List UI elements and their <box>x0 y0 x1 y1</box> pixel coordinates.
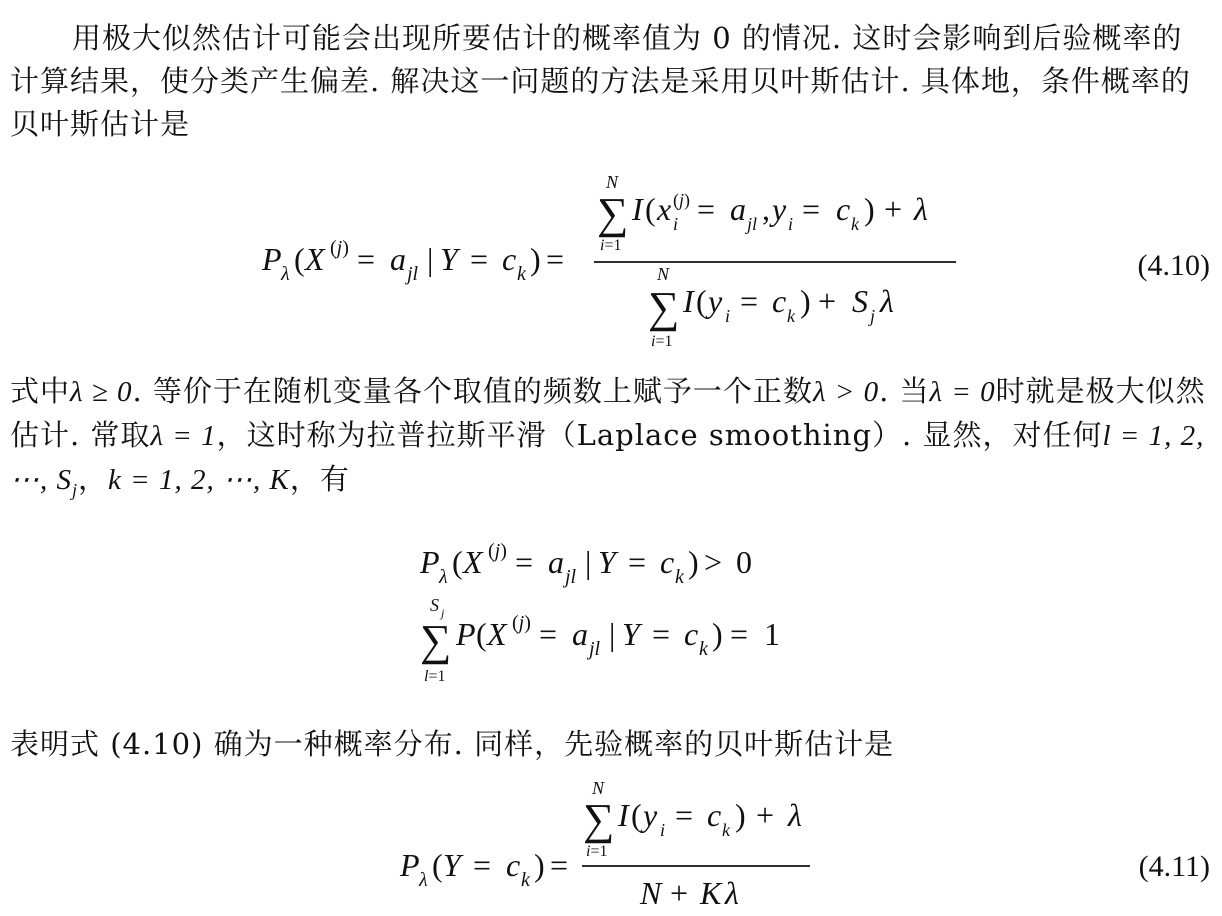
eq-4-11-lhs <box>399 847 568 891</box>
svg-text:I: I <box>632 191 643 227</box>
svg-text:P: P <box>400 847 420 883</box>
svg-text:y: y <box>643 797 658 833</box>
svg-text:y: y <box>708 283 723 319</box>
svg-text:c: c <box>660 544 675 580</box>
svg-text:,: , <box>762 191 770 227</box>
svg-text:=: = <box>515 544 534 580</box>
svg-text:+: + <box>884 191 903 227</box>
svg-text:=: = <box>357 241 376 277</box>
p2-math-lambda-zero: λ = 0 <box>929 376 996 408</box>
svg-text:λ: λ <box>419 869 428 891</box>
svg-text:=: = <box>628 544 647 580</box>
svg-text:Y: Y <box>622 616 640 652</box>
svg-text:i: i <box>673 214 679 234</box>
svg-text:I: I <box>618 797 629 833</box>
svg-text:Y: Y <box>440 241 458 277</box>
paragraph-smoothing <box>10 370 1210 512</box>
svg-text:=: = <box>550 847 569 883</box>
p2-text-f: ， <box>78 462 109 496</box>
svg-text:l=1: l=1 <box>424 668 446 685</box>
svg-text:>: > <box>704 544 723 580</box>
svg-text:i=1: i=1 <box>600 237 622 254</box>
equation-4-11 <box>0 776 1222 916</box>
svg-text:): ) <box>530 241 541 277</box>
svg-text:X: X <box>305 241 325 277</box>
equation-number-4-10: (4.10) <box>1137 249 1210 282</box>
p2-text-c: . 当 <box>879 374 930 408</box>
svg-text:∑: ∑ <box>583 795 615 844</box>
eq-normalization <box>420 595 780 685</box>
svg-text:x: x <box>657 191 672 227</box>
svg-text:+: + <box>818 283 837 319</box>
svg-text:N: N <box>657 264 670 284</box>
svg-text:|: | <box>585 544 592 580</box>
svg-text:): ) <box>712 616 723 652</box>
svg-text:(: ( <box>476 616 487 652</box>
svg-text:): ) <box>688 544 699 580</box>
svg-text:N: N <box>640 875 662 911</box>
svg-text:): ) <box>735 797 746 833</box>
svg-text:λ: λ <box>880 283 894 319</box>
p2-math-lambda-pos: λ > 0 <box>812 376 880 408</box>
svg-text:): ) <box>800 283 811 319</box>
eq-4-11-numerator <box>583 778 802 860</box>
svg-text:∑: ∑ <box>648 283 680 332</box>
svg-text:): ) <box>534 847 545 883</box>
svg-text:c: c <box>506 847 521 883</box>
svg-text:=: = <box>802 191 821 227</box>
svg-text:c: c <box>502 241 517 277</box>
svg-text:=: = <box>652 616 671 652</box>
svg-text:∑: ∑ <box>420 616 452 665</box>
svg-text:i: i <box>660 820 666 840</box>
p2-math-l-range: l = 1, 2, ⋯, S <box>10 420 1205 496</box>
svg-text:λ: λ <box>281 263 290 285</box>
svg-text:|: | <box>609 616 616 652</box>
svg-text:): ) <box>864 191 875 227</box>
svg-text:(j): (j) <box>488 540 507 562</box>
p2-text-d: 时就是极大似然估计. 常取 <box>10 374 1206 452</box>
svg-text:=: = <box>740 283 759 319</box>
svg-text:(: ( <box>631 797 642 833</box>
svg-text:jl: jl <box>565 566 577 588</box>
paragraph-prior: 表明式 (4.10) 确为一种概率分布. 同样，先验概率的贝叶斯估计是 <box>10 727 895 761</box>
eq-4-10-numerator <box>597 172 928 254</box>
svg-text:k: k <box>851 214 859 234</box>
svg-text:λ: λ <box>439 566 448 588</box>
paragraph-intro: 用极大似然估计可能会出现所要估计的概率值为 0 的情况. 这时会影响到后验概率的计算结果，使分类产生偏差. 解决这一问题的方法是采用贝叶斯估计. 具体地，条件概率的贝叶斯估计是 <box>10 21 1191 141</box>
svg-text:X: X <box>463 544 483 580</box>
svg-text:a: a <box>390 241 406 277</box>
svg-text:j: j <box>870 306 876 326</box>
svg-text:λ: λ <box>914 191 928 227</box>
svg-text:jl: jl <box>747 214 758 234</box>
svg-text:(: ( <box>696 283 707 319</box>
svg-text:(j): (j) <box>330 237 349 259</box>
svg-text:+: + <box>670 875 689 911</box>
svg-text:j: j <box>441 606 445 620</box>
svg-text:P: P <box>456 616 476 652</box>
svg-text:c: c <box>772 283 787 319</box>
p2-text-e: ，这时称为拉普拉斯平滑（Laplace smoothing）. 显然，对任何 <box>216 418 1103 452</box>
svg-text:i: i <box>725 306 731 326</box>
p2-text-b: . 等价于在随机变量各个取值的频数上赋予一个正数 <box>132 374 813 408</box>
svg-text:a: a <box>730 191 746 227</box>
eq-4-11-denominator <box>639 875 739 911</box>
svg-text:(: ( <box>645 191 656 227</box>
svg-text:λ: λ <box>725 875 739 911</box>
svg-text:y: y <box>772 191 787 227</box>
svg-text:Y: Y <box>443 847 461 883</box>
svg-text:K: K <box>700 875 722 911</box>
equation-positivity-and-normalization <box>0 535 1222 685</box>
svg-text:λ: λ <box>788 797 802 833</box>
svg-text:S: S <box>430 595 439 615</box>
svg-text:(j): (j) <box>512 612 531 634</box>
svg-text:S: S <box>852 283 868 319</box>
svg-text:=: = <box>470 241 489 277</box>
svg-text:(: ( <box>294 241 305 277</box>
svg-text:(: ( <box>432 847 443 883</box>
equation-4-10 <box>0 170 1222 370</box>
svg-text:=: = <box>730 616 749 652</box>
svg-text:(j): (j) <box>673 190 691 210</box>
p2-math-l-range-sub: j <box>72 479 79 500</box>
svg-text:∑: ∑ <box>597 189 629 238</box>
svg-text:1: 1 <box>764 616 780 652</box>
svg-text:c: c <box>836 191 851 227</box>
svg-text:|: | <box>427 241 434 277</box>
svg-text:c: c <box>684 616 699 652</box>
svg-text:Y: Y <box>598 544 616 580</box>
svg-text:=: = <box>546 241 565 277</box>
eq-4-10-lhs <box>261 237 564 285</box>
svg-text:i: i <box>788 214 794 234</box>
svg-text:a: a <box>548 544 564 580</box>
svg-text:i=1: i=1 <box>651 333 673 350</box>
svg-text:k: k <box>517 263 526 285</box>
svg-text:(: ( <box>452 544 463 580</box>
svg-text:X: X <box>487 616 507 652</box>
p2-text-g: ，有 <box>289 462 350 496</box>
svg-text:k: k <box>722 820 730 840</box>
svg-text:N: N <box>606 172 619 192</box>
svg-text:0: 0 <box>736 544 752 580</box>
svg-text:P: P <box>262 241 282 277</box>
svg-text:c: c <box>707 797 722 833</box>
eq-positivity <box>419 540 752 588</box>
svg-text:I: I <box>683 283 694 319</box>
svg-text:P: P <box>420 544 440 580</box>
svg-text:jl: jl <box>589 638 601 660</box>
svg-text:k: k <box>699 638 708 660</box>
p2-text-a: 式中 <box>10 374 71 408</box>
svg-text:jl: jl <box>407 263 419 285</box>
svg-text:=: = <box>473 847 492 883</box>
svg-text:k: k <box>521 869 530 891</box>
svg-text:=: = <box>675 797 694 833</box>
svg-text:=: = <box>539 616 558 652</box>
equation-number-4-11: (4.11) <box>1138 850 1210 883</box>
svg-text:N: N <box>592 778 605 798</box>
svg-text:a: a <box>572 616 588 652</box>
p2-math-lambda-one: λ = 1 <box>150 420 217 452</box>
svg-text:k: k <box>675 566 684 588</box>
svg-text:=: = <box>697 191 716 227</box>
svg-text:i=1: i=1 <box>586 843 608 860</box>
p2-math-lambda-nonneg: λ ≥ 0 <box>70 376 133 408</box>
svg-text:+: + <box>756 797 775 833</box>
eq-4-10-denominator <box>648 264 894 350</box>
svg-text:k: k <box>787 306 795 326</box>
p2-math-k-range: k = 1, 2, ⋯, K <box>108 464 290 496</box>
